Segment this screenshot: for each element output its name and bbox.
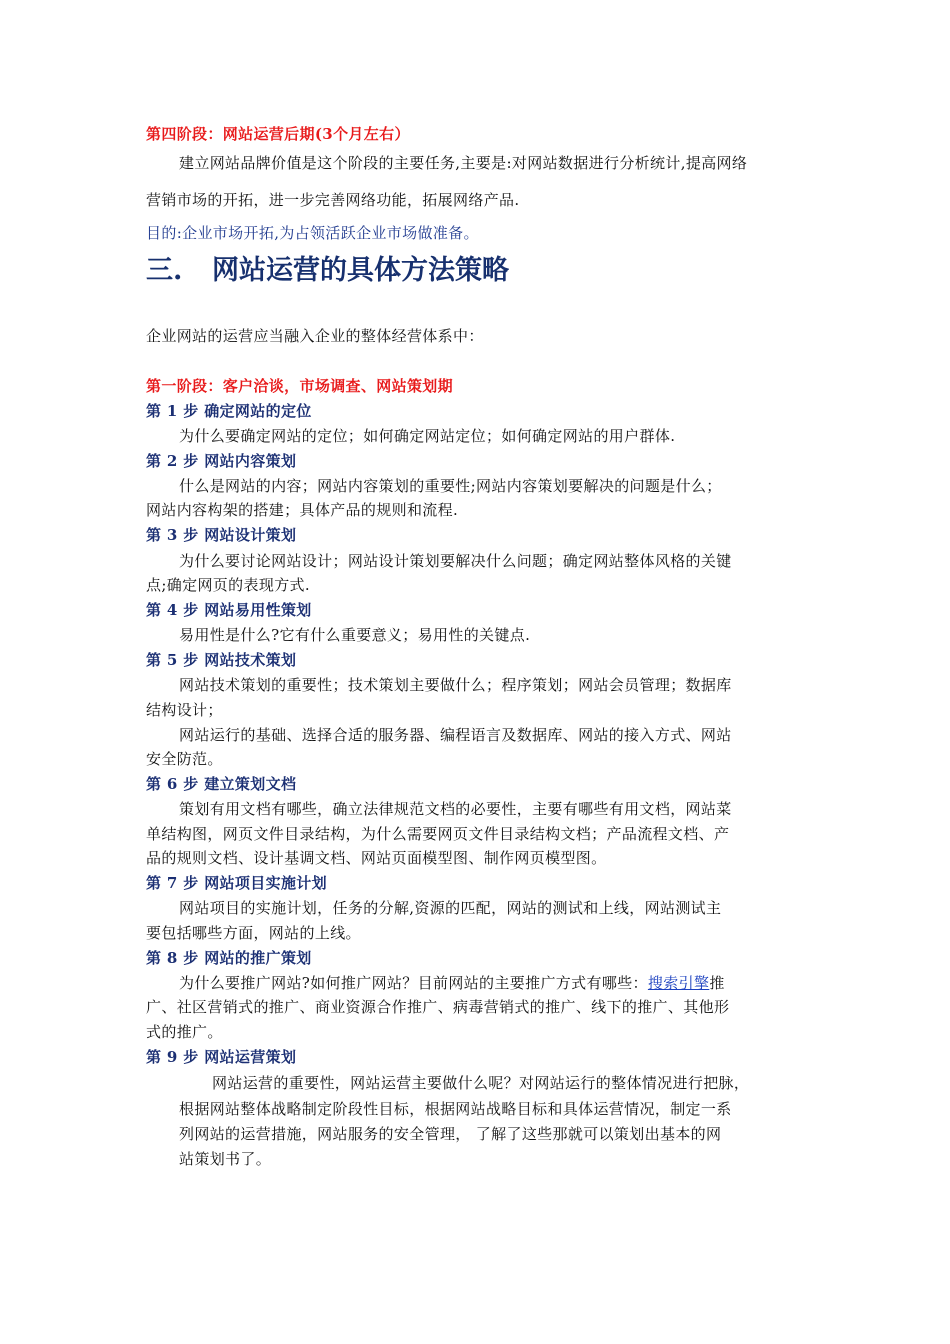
stage4-title: 第四阶段：网站运营后期(3个月左右） <box>146 125 410 143</box>
step-8-text-1 <box>179 973 725 993</box>
section-number: 三. <box>146 255 183 286</box>
step-4-title: 第 4 步 网站易用性策划 <box>146 601 312 619</box>
step-5-text-4: 安全防范。 <box>146 750 223 768</box>
step-2-title: 第 2 步 网站内容策划 <box>146 452 297 470</box>
step-2-text-1: 什么是网站的内容；网站内容策划的重要性;网站内容策划要解决的问题是什么； <box>179 477 722 495</box>
step-1-title: 第 1 步 确定网站的定位 <box>146 402 312 420</box>
step-9-text-4: 站策划书了。 <box>179 1150 272 1168</box>
step-8-text-1-post: 推 <box>709 974 725 992</box>
step-8-text-2: 广、社区营销式的推广、商业资源合作推广、病毒营销式的推广、线下的推广、其他形 <box>146 998 730 1016</box>
step-5-text-3: 网站运行的基础、选择合适的服务器、编程语言及数据库、网站的接入方式、网站 <box>179 726 732 744</box>
step-5-text-1: 网站技术策划的重要性；技术策划主要做什么；程序策划；网站会员管理；数据库 <box>179 676 732 694</box>
step-3-text-2: 点;确定网页的表现方式. <box>146 576 311 594</box>
step-4-text-1: 易用性是什么?它有什么重要意义；易用性的关键点. <box>179 626 531 644</box>
stage4-goal: 目的:企业市场开拓,为占领活跃企业市场做准备。 <box>146 224 479 242</box>
search-engine-link[interactable]: 搜索引擎 <box>647 974 710 992</box>
step-6-title: 第 6 步 建立策划文档 <box>146 775 297 793</box>
step-1-text-1: 为什么要确定网站的定位；如何确定网站定位；如何确定网站的用户群体. <box>179 427 676 445</box>
step-7-text-1: 网站项目的实施计划，任务的分解,资源的匹配，网站的测试和上线，网站测试主 <box>179 899 722 917</box>
step-8-text-1-pre: 为什么要推广网站?如何推广网站？目前网站的主要推广方式有哪些： <box>179 974 648 992</box>
step-8-title: 第 8 步 网站的推广策划 <box>146 949 312 967</box>
step-3-text-1: 为什么要讨论网站设计；网站设计策划要解决什么问题；确定网站整体风格的关键 <box>179 552 732 570</box>
section-intro: 企业网站的运营应当融入企业的整体经营体系中： <box>146 327 484 345</box>
step-7-title: 第 7 步 网站项目实施计划 <box>146 874 328 892</box>
stage4-body-line-1: 建立网站品牌价值是这个阶段的主要任务,主要是:对网站数据进行分析统计,提高网络 <box>179 154 748 172</box>
step-5-title: 第 5 步 网站技术策划 <box>146 651 297 669</box>
step-8-text-3: 式的推广。 <box>146 1023 223 1041</box>
step-2-text-2: 网站内容构架的搭建；具体产品的规则和流程. <box>146 501 459 519</box>
stage4-body-line-2: 营销市场的开拓，进一步完善网络功能，拓展网络产品. <box>146 191 520 209</box>
step-9-text-3: 列网站的运营措施，网站服务的安全管理， 了解了这些那就可以策划出基本的网 <box>179 1125 722 1143</box>
section-heading <box>146 253 509 289</box>
step-3-title: 第 3 步 网站设计策划 <box>146 526 297 544</box>
step-9-text-1: 网站运营的重要性，网站运营主要做什么呢？对网站运行的整体情况进行把脉， <box>212 1074 750 1092</box>
step-9-title: 第 9 步 网站运营策划 <box>146 1048 297 1066</box>
step-6-text-3: 品的规则文档、设计基调文档、网站页面模型图、制作网页模型图。 <box>146 849 607 867</box>
stage1-title: 第一阶段：客户洽谈，市场调查、网站策划期 <box>146 377 454 395</box>
step-6-text-1: 策划有用文档有哪些，确立法律规范文档的必要性，主要有哪些有用文档，网站菜 <box>179 800 732 818</box>
step-5-text-2: 结构设计； <box>146 701 223 719</box>
step-9-text-2: 根据网站整体战略制定阶段性目标，根据网站战略目标和具体运营情况，制定一系 <box>179 1100 732 1118</box>
section-title: 网站运营的具体方法策略 <box>212 255 509 286</box>
step-7-text-2: 要包括哪些方面，网站的上线。 <box>146 924 361 942</box>
step-6-text-2: 单结构图，网页文件目录结构，为什么需要网页文件目录结构文档；产品流程文档、产 <box>146 825 730 843</box>
